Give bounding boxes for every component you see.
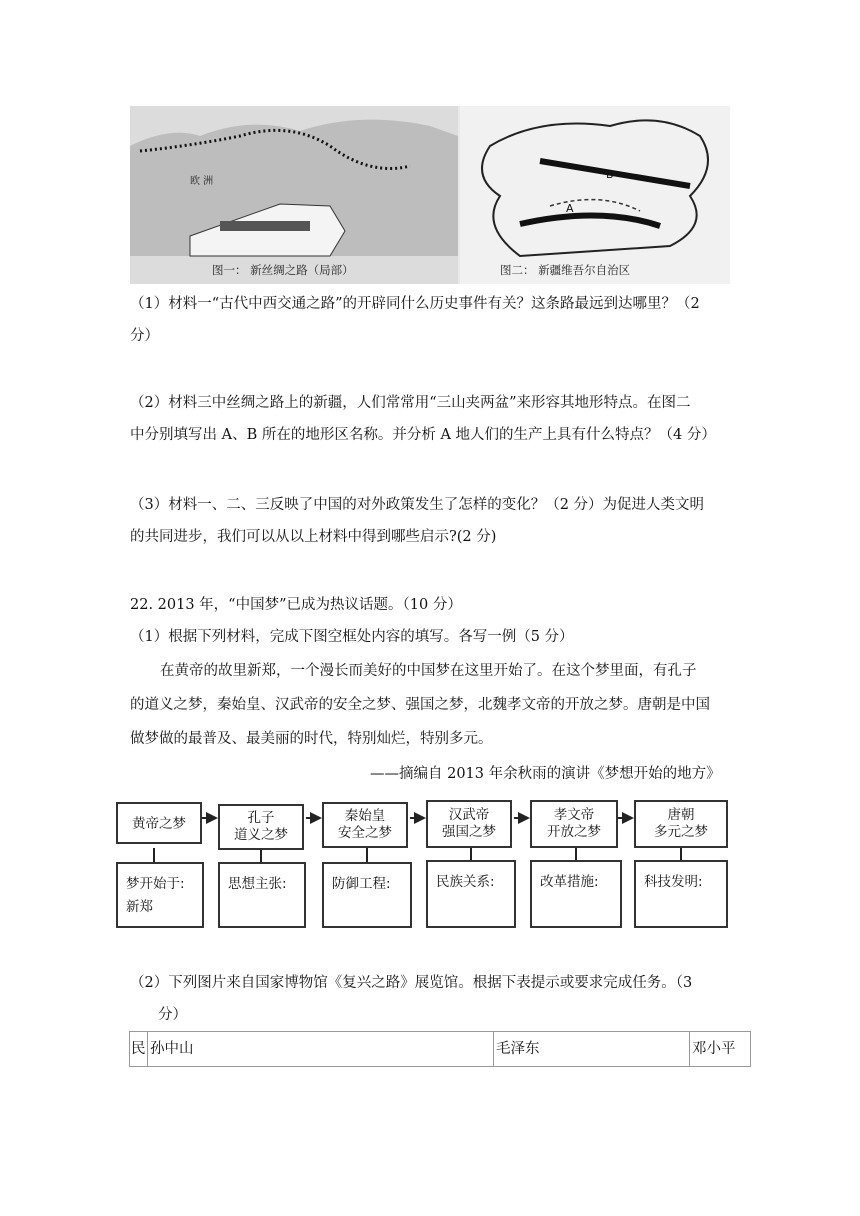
material-paragraph-line-3: 做梦做的最普及、最美丽的时代，特别灿烂，特别多元。: [130, 731, 493, 747]
flow-box-kongzi: [218, 804, 304, 850]
flow-box-hanwudi: [426, 800, 512, 848]
flow-box-hanwudi-line1: 汉武帝: [448, 807, 490, 823]
figure2-caption: 图二： 新疆维吾尔自治区: [500, 263, 631, 277]
dream-flowchart: [116, 796, 742, 932]
flow-box-tangchao: [634, 800, 728, 848]
flow-box-xiaowendi-line1: 孝文帝: [553, 807, 595, 823]
flow-answer-technology-label: 科技发明:: [644, 874, 703, 890]
question-1-line-1: （1）材料一“古代中西交通之路”的开辟同什么历史事件有关？这条路最远到达哪里？（2: [130, 296, 700, 312]
table-cell-deng-xiaoping: 邓小平: [692, 1041, 736, 1057]
question-3-line-1: （3）材料一、二、三反映了中国的对外政策发生了怎样的变化？（2 分）为促进人类文明: [130, 497, 705, 513]
flow-box-hanwudi-line2: 强国之梦: [442, 824, 496, 840]
xinjiang-map-drawing: [460, 106, 730, 284]
figure1-caption: 图一： 新丝绸之路（局部）: [212, 263, 354, 277]
flow-answer-reform-label: 改革措施:: [540, 874, 599, 890]
question-22-title: 22. 2013 年，“中国梦”已成为热议话题。（10 分）: [130, 597, 462, 613]
figure-strip: [130, 106, 730, 284]
flow-box-huangdi-label: 黄帝之梦: [132, 816, 186, 832]
flow-box-kongzi-line1: 孔子: [247, 810, 275, 826]
question-22-sub2-line-1: （2）下列图片来自国家博物馆《复兴之路》展览馆。根据下表提示或要求完成任务。（3: [130, 975, 693, 991]
flow-box-xiaowendi-line2: 开放之梦: [547, 824, 601, 840]
table-cell-sun-zhongshan: 孙中山: [148, 1032, 494, 1066]
silk-road-map-image: [130, 106, 458, 284]
table-cell-min: 民: [130, 1032, 148, 1066]
flow-box-qinshihuang-line2: 安全之梦: [338, 825, 392, 841]
label-europe: 欧 洲: [190, 176, 214, 187]
flow-box-huangdi: [116, 802, 202, 844]
flow-box-kongzi-line2: 道义之梦: [234, 827, 288, 843]
material-source: ——摘编自 2013 年余秋雨的演讲《梦想开始的地方》: [370, 766, 721, 782]
flow-answer-ethnic[interactable]: [426, 860, 516, 928]
flow-answer-start-value: 新郑: [126, 899, 153, 915]
flow-box-tangchao-line2: 多元之梦: [654, 824, 708, 840]
flow-answer-defense-label: 防御工程:: [332, 876, 391, 892]
material-paragraph-line-2: 的道义之梦，秦始皇、汉武帝的安全之梦、强国之梦，北魏孝文帝的开放之梦。唐朝是中国: [130, 697, 710, 713]
material-paragraph-line-1: 在黄帝的故里新郑，一个漫长而美好的中国梦在这里开始了。在这个梦里面，有孔子: [160, 663, 697, 679]
xinjiang-map-image: [460, 106, 730, 284]
flow-box-qinshihuang: [322, 802, 408, 848]
label-b: B: [606, 168, 614, 181]
flow-answer-defense[interactable]: [322, 862, 412, 928]
flow-box-xiaowendi: [530, 800, 618, 848]
question-22-sub2-line-2: 分）: [158, 1007, 187, 1023]
question-3-line-2: 的共同进步，我们可以从以上材料中得到哪些启示?(2 分): [130, 529, 497, 545]
flow-answer-thought-label: 思想主张:: [228, 876, 287, 892]
label-a: A: [566, 202, 574, 215]
flow-box-qinshihuang-line1: 秦始皇: [344, 808, 386, 824]
flow-answer-thought[interactable]: [218, 862, 306, 928]
flow-answer-start-label: 梦开始于:: [126, 876, 185, 892]
question-22-sub1: （1）根据下列材料，完成下图空框处内容的填写。各写一例（5 分）: [130, 629, 574, 645]
leaders-table: [129, 1031, 751, 1067]
question-1-line-2: 分）: [130, 328, 159, 344]
flow-box-tangchao-line1: 唐朝: [667, 807, 695, 823]
flow-answer-reform[interactable]: [530, 860, 622, 928]
silk-road-map-drawing: [130, 106, 458, 284]
question-2-line-1: （2）材料三中丝绸之路上的新疆，人们常常用“三山夹两盆”来形容其地形特点。在图二: [130, 395, 691, 411]
flow-answer-start: [116, 862, 204, 928]
flow-answer-technology[interactable]: [634, 860, 728, 928]
flow-answer-ethnic-label: 民族关系:: [436, 874, 495, 890]
question-2-line-2: 中分别填写出 A、B 所在的地形区名称。并分析 A 地人们的生产上具有什么特点？（4 分）: [130, 427, 716, 443]
table-cell-mao-zedong: 毛泽东: [494, 1032, 690, 1066]
